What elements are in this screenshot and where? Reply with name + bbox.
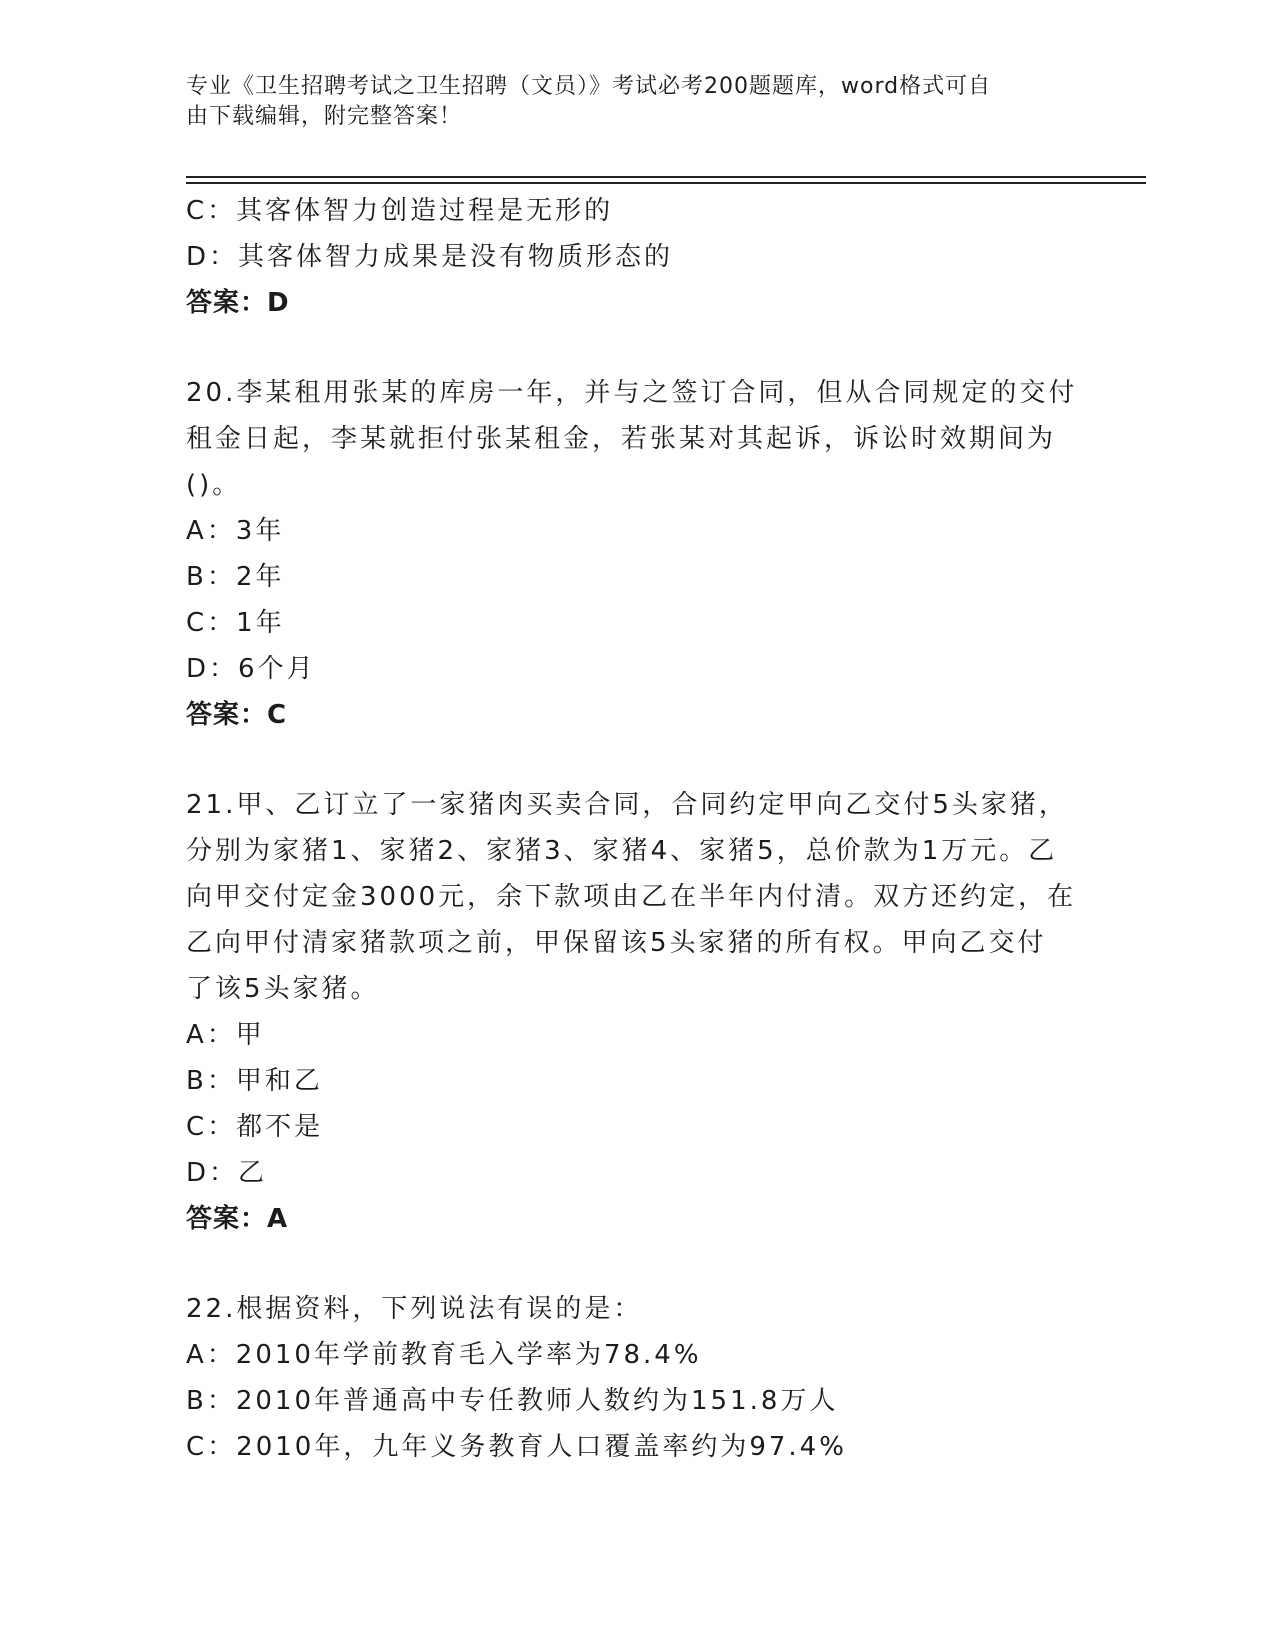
option-a: A：2010年学前教育毛入学率为78.4% [186,1340,702,1370]
answer: 答案：A [186,1204,289,1234]
header-line-2: 由下载编辑，附完整答案！ [186,104,463,129]
option-d: D：6个月 [186,654,316,684]
option-d: D：乙 [186,1158,268,1188]
option-b: B：2年 [186,562,285,592]
question-stem-line: 了该5头家猪。 [186,974,380,1004]
header-line-1: 专业《卫生招聘考试之卫生招聘（文员）》考试必考200题题库，word格式可自 [186,74,992,99]
question-stem-line: 20.李某租用张某的库房一年，并与之签订合同，但从合同规定的交付 [186,378,1078,408]
question-22 [186,1286,1086,1470]
header-divider-top [186,176,1146,178]
option-d: D：其客体智力成果是没有物质形态的 [186,242,674,272]
answer: 答案：C [186,700,288,730]
document-header [186,72,1066,132]
option-c: C：2010年，九年义务教育人口覆盖率约为97.4% [186,1432,847,1462]
question-stem-line: 21.甲、乙订立了一家猪肉买卖合同，合同约定甲向乙交付5头家猪， [186,790,1068,820]
option-c: C：都不是 [186,1112,324,1142]
answer: 答案：D [186,288,290,318]
question-stem-line: 22.根据资料，下列说法有误的是： [186,1294,643,1324]
question-stem-line: 租金日起，李某就拒付张某租金，若张某对其起诉，诉讼时效期间为 [186,424,1057,454]
option-c: C：其客体智力创造过程是无形的 [186,196,614,226]
question-stem-line: 分别为家猪1、家猪2、家猪3、家猪4、家猪5，总价款为1万元。乙 [186,836,1058,866]
option-b: B：甲和乙 [186,1066,323,1096]
option-c: C：1年 [186,608,285,638]
question-list [186,188,1086,1470]
question-stem-line: 向甲交付定金3000元，余下款项由乙在半年内付清。双方还约定，在 [186,882,1077,912]
question-stem-line: ()。 [186,470,242,500]
question-21 [186,782,1086,1242]
question-19 [186,188,1086,326]
option-b: B：2010年普通高中专任教师人数约为151.8万人 [186,1386,839,1416]
header-divider-bottom [186,182,1146,184]
option-a: A：甲 [186,1020,265,1050]
option-a: A：3年 [186,516,285,546]
question-20 [186,370,1086,738]
question-stem-line: 乙向甲付清家猪款项之前，甲保留该5头家猪的所有权。甲向乙交付 [186,928,1047,958]
